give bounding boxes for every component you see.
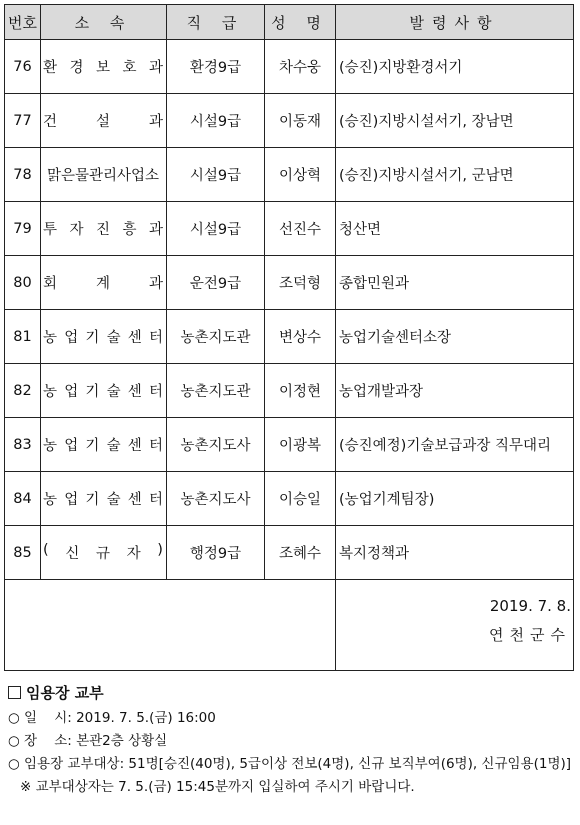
table-row: [5, 472, 574, 526]
department-char: 업: [64, 330, 79, 346]
row-grade: 운전9급: [167, 256, 265, 310]
circle-bullet-icon: ○: [8, 733, 20, 749]
signature-blank-cell: [5, 580, 336, 671]
row-name: 조혜수: [265, 526, 336, 580]
row-order: (농업기계팀장): [336, 472, 574, 526]
department-char: 맑은물관리사업소: [46, 168, 160, 184]
department-char: 농: [43, 492, 58, 508]
department-char: 터: [148, 330, 163, 346]
department-char: 센: [127, 330, 142, 346]
row-order: 종합민원과: [336, 256, 574, 310]
row-department: [41, 526, 167, 580]
row-department: [41, 148, 167, 202]
table-row: [5, 364, 574, 418]
row-grade: 환경9급: [167, 40, 265, 94]
row-order: 농업개발과장: [336, 364, 574, 418]
table-row: [5, 148, 574, 202]
department-char: 호: [122, 60, 137, 76]
notice-item-time: [8, 707, 571, 730]
header-grade: 직 급: [167, 5, 265, 40]
department-char: (: [43, 542, 49, 558]
row-department: [41, 472, 167, 526]
department-char: 터: [148, 438, 163, 454]
notice-title: [8, 682, 571, 705]
department-char: 술: [106, 330, 121, 346]
department-char: 술: [106, 492, 121, 508]
row-grade: 시설9급: [167, 94, 265, 148]
row-order: 복지정책과: [336, 526, 574, 580]
row-order: (승진예정)기술보급과장 직무대리: [336, 418, 574, 472]
row-grade: 농촌지도관: [167, 310, 265, 364]
department-char: 술: [106, 438, 121, 454]
department-char: 투: [43, 222, 58, 238]
row-name: 이광복: [265, 418, 336, 472]
row-department: [41, 202, 167, 256]
row-number: 81: [5, 310, 41, 364]
department-char: 규: [95, 546, 110, 562]
row-grade: 농촌지도관: [167, 364, 265, 418]
department-char: 농: [43, 438, 58, 454]
department-char: 기: [85, 330, 100, 346]
signature-row: [5, 580, 574, 671]
table-row: [5, 256, 574, 310]
row-number: 79: [5, 202, 41, 256]
department-char: 설: [95, 114, 110, 130]
row-name: 변상수: [265, 310, 336, 364]
department-char: 과: [148, 60, 163, 76]
checkbox-square-icon: [8, 686, 21, 699]
department-char: 자: [126, 546, 141, 562]
personnel-order-table: [4, 4, 574, 671]
department-char: 농: [43, 384, 58, 400]
table-header-row: [5, 5, 574, 40]
row-order: (승진)지방환경서기: [336, 40, 574, 94]
department-char: 업: [64, 492, 79, 508]
row-name: 이승일: [265, 472, 336, 526]
row-grade: 행정9급: [167, 526, 265, 580]
row-name: 차수웅: [265, 40, 336, 94]
department-char: 과: [148, 114, 163, 130]
row-name: 선진수: [265, 202, 336, 256]
row-grade: 농촌지도사: [167, 418, 265, 472]
signature-cell: [336, 580, 574, 671]
table-row: [5, 202, 574, 256]
row-department: [41, 418, 167, 472]
department-char: 기: [85, 384, 100, 400]
row-name: 조덕형: [265, 256, 336, 310]
row-department: [41, 310, 167, 364]
notice-item-target: [8, 753, 571, 776]
department-char: 업: [64, 438, 79, 454]
row-number: 78: [5, 148, 41, 202]
department-char: 술: [106, 384, 121, 400]
row-number: 85: [5, 526, 41, 580]
circle-bullet-icon: ○: [8, 710, 20, 726]
header-name: 성 명: [265, 5, 336, 40]
department-char: 농: [43, 330, 58, 346]
row-name: 이정현: [265, 364, 336, 418]
row-grade: 농촌지도사: [167, 472, 265, 526]
department-char: 경: [69, 60, 84, 76]
department-char: 터: [148, 384, 163, 400]
row-grade: 시설9급: [167, 202, 265, 256]
row-number: 82: [5, 364, 41, 418]
department-char: 과: [148, 276, 163, 292]
department-char: 신: [65, 546, 80, 562]
row-number: 83: [5, 418, 41, 472]
department-char: 터: [148, 492, 163, 508]
notice-section: [8, 682, 571, 799]
notice-item-label: 장 소: [24, 733, 68, 749]
notice-title-text: 임용장 교부: [26, 684, 104, 702]
department-char: 진: [95, 222, 110, 238]
row-number: 76: [5, 40, 41, 94]
row-grade: 시설9급: [167, 148, 265, 202]
department-char: 센: [127, 492, 142, 508]
notice-item-place: [8, 730, 571, 753]
department-char: 흥: [122, 222, 137, 238]
department-char: 환: [43, 60, 58, 76]
row-order: (승진)지방시설서기, 장남면: [336, 94, 574, 148]
table-row: [5, 94, 574, 148]
row-number: 84: [5, 472, 41, 526]
row-number: 77: [5, 94, 41, 148]
notice-item-label: 임용장 교부대상: [24, 756, 120, 772]
row-department: [41, 40, 167, 94]
row-order: 농업기술센터소장: [336, 310, 574, 364]
notice-item-label: 일 시: [24, 710, 68, 726]
department-char: 건: [43, 114, 58, 130]
row-department: [41, 364, 167, 418]
department-char: 센: [127, 384, 142, 400]
row-order: 청산면: [336, 202, 574, 256]
header-number: 번호: [5, 5, 41, 40]
table-row: [5, 418, 574, 472]
notice-item-value: : 본관2층 상황실: [67, 733, 168, 749]
row-name: 이상혁: [265, 148, 336, 202]
table-row: [5, 526, 574, 580]
header-department: 소 속: [41, 5, 167, 40]
department-char: 과: [148, 222, 163, 238]
row-department: [41, 256, 167, 310]
notice-note: ※ 교부대상자는 7. 5.(금) 15:45분까지 입실하여 주시기 바랍니다.: [20, 779, 415, 795]
row-name: 이동재: [265, 94, 336, 148]
notice-item-value: : 2019. 7. 5.(금) 16:00: [67, 710, 216, 726]
table-row: [5, 40, 574, 94]
row-number: 80: [5, 256, 41, 310]
row-department: [41, 94, 167, 148]
header-order: 발령사항: [336, 5, 574, 40]
issue-date: 2019. 7. 8.: [489, 597, 571, 615]
department-char: 업: [64, 384, 79, 400]
notice-item-value: : 51명[승진(40명), 5급이상 전보(4명), 신규 보직부여(6명), 신규임용(1명)]: [119, 756, 572, 772]
department-char: 기: [85, 492, 100, 508]
department-char: 센: [127, 438, 142, 454]
department-char: 계: [95, 276, 110, 292]
department-char: 보: [95, 60, 110, 76]
issuer: 연천군수: [489, 626, 571, 644]
department-char: 기: [85, 438, 100, 454]
row-order: (승진)지방시설서기, 군남면: [336, 148, 574, 202]
department-char: ): [157, 542, 163, 558]
table-row: [5, 310, 574, 364]
department-char: 회: [43, 276, 58, 292]
department-char: 자: [69, 222, 84, 238]
circle-bullet-icon: ○: [8, 756, 20, 772]
